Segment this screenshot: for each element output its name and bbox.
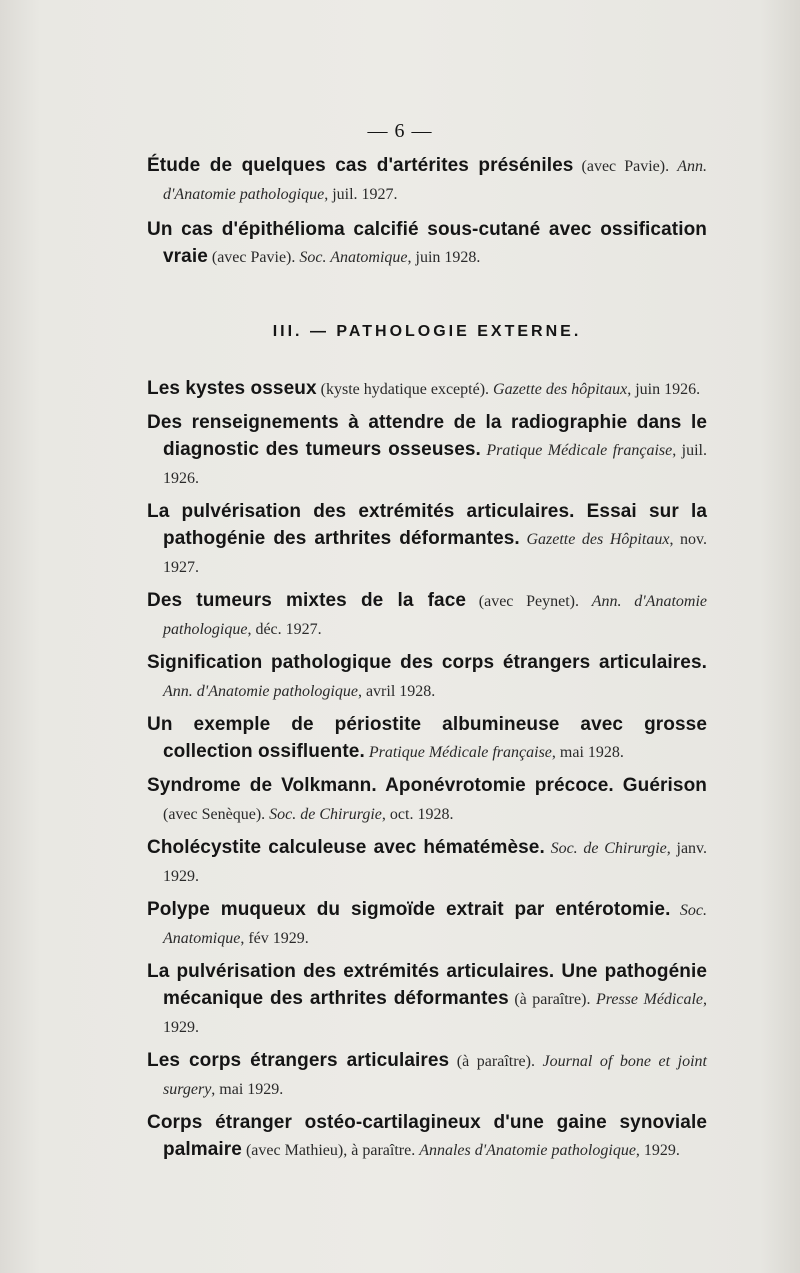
entry-date: , 1929. bbox=[163, 991, 708, 1036]
entry-note: (avec Peynet). bbox=[466, 593, 592, 610]
entry-date: , juil. 1926. bbox=[163, 442, 707, 487]
bibliography-entry bbox=[147, 711, 707, 766]
bibliography-entry bbox=[147, 498, 707, 581]
entry-date: , juil. 1927. bbox=[324, 186, 398, 203]
entry-date: , oct. 1928. bbox=[381, 806, 454, 823]
bibliography-content bbox=[147, 152, 707, 1164]
entry-date: , juin 1928. bbox=[407, 249, 481, 266]
entry-journal: Ann. d'Anatomie pathologique bbox=[163, 593, 707, 638]
entry-journal: Soc. Anatomique bbox=[163, 902, 708, 947]
bibliography-entry bbox=[147, 216, 707, 271]
entry-title: Cholécystite calculeuse avec hématémèse. bbox=[147, 837, 545, 858]
page-number: — 6 — bbox=[367, 120, 433, 142]
entry-note: (kyste hydatique excepté). bbox=[316, 381, 494, 398]
entry-date: , janv. 1929. bbox=[163, 840, 708, 885]
entry-title: La pulvérisation des extrémités articulaires. Essai sur la pathogénie des arthrites déformantes. bbox=[147, 501, 707, 549]
entry-date: , avril 1928. bbox=[357, 683, 436, 700]
entry-title: Les kystes osseux bbox=[147, 378, 317, 399]
entry-note: (avec Mathieu), à paraître. bbox=[241, 1142, 420, 1159]
entry-date: , fév 1929. bbox=[240, 930, 309, 947]
entry-journal: Soc. de Chirurgie bbox=[269, 806, 382, 823]
entry-date: , mai 1928. bbox=[551, 744, 624, 761]
bibliography-entry bbox=[147, 152, 707, 208]
entry-date: , juin 1926. bbox=[627, 381, 701, 398]
entry-date: , nov. 1927. bbox=[163, 531, 708, 576]
entry-date: , déc. 1927. bbox=[247, 621, 322, 638]
bibliography-entry bbox=[147, 958, 707, 1041]
entry-title: Signification pathologique des corps étrangers articulaires. bbox=[147, 652, 707, 673]
bibliography-entry bbox=[147, 375, 707, 403]
entry-journal: Gazette des Hôpitaux bbox=[526, 531, 670, 548]
entry-journal: Ann. d'Anatomie pathologique bbox=[163, 683, 358, 700]
bibliography-entry bbox=[147, 587, 707, 643]
entry-date: , 1929. bbox=[635, 1142, 680, 1159]
entry-date: , mai 1929. bbox=[211, 1081, 284, 1098]
entry-title: Corps étranger ostéo-cartilagineux d'une gaine synoviale palmaire bbox=[147, 1112, 707, 1160]
entry-note: (avec Pavie). bbox=[207, 249, 300, 266]
entry-title: Syndrome de Volkmann. Aponévrotomie précoce. Guérison bbox=[147, 775, 707, 796]
entry-title: Étude de quelques cas d'artérites préséniles bbox=[147, 155, 574, 176]
section-heading: III. — PATHOLOGIE EXTERNE. bbox=[272, 323, 582, 340]
entry-journal: Soc. Anatomique bbox=[299, 249, 408, 266]
bibliography-entry bbox=[147, 896, 707, 952]
entry-title: Des renseignements à attendre de la radiographie dans le diagnostic des tumeurs osseuses. bbox=[147, 412, 707, 460]
entry-note: (avec Pavie). bbox=[573, 158, 678, 175]
entry-title: Un cas d'épithélioma calcifié sous-cutané avec ossification vraie bbox=[147, 219, 707, 267]
entry-journal: Presse Médicale bbox=[595, 991, 704, 1008]
entry-journal: Pratique Médicale française bbox=[486, 442, 673, 459]
entry-journal: Gazette des hôpitaux bbox=[493, 381, 628, 398]
entry-note: (à paraître). bbox=[449, 1053, 543, 1070]
entry-note: (avec Senèque). bbox=[163, 806, 270, 823]
bibliography-entry bbox=[147, 834, 707, 890]
bibliography-entry bbox=[147, 409, 707, 492]
entry-journal: Annales d'Anatomie pathologique bbox=[419, 1142, 636, 1159]
entry-note bbox=[670, 902, 679, 919]
bibliography-entry bbox=[147, 772, 707, 828]
entry-title: Un exemple de périostite albumineuse avec grosse collection ossifluente. bbox=[147, 714, 707, 762]
bibliography-entry bbox=[147, 649, 707, 705]
entry-journal: Ann. d'Anatomie pathologique bbox=[163, 158, 707, 203]
entry-title: Des tumeurs mixtes de la face bbox=[147, 590, 467, 611]
entry-title: Les corps étrangers articulaires bbox=[147, 1050, 450, 1071]
entry-journal: Pratique Médicale française bbox=[368, 744, 552, 761]
entry-note: (à paraître). bbox=[508, 991, 596, 1008]
entry-journal: Journal of bone et joint surgery bbox=[163, 1053, 708, 1098]
bibliography-entry bbox=[147, 1047, 707, 1103]
bibliography-entry bbox=[147, 1109, 707, 1164]
entry-title: La pulvérisation des extrémités articulaires. Une pathogénie mécanique des arthrites déformantes bbox=[147, 961, 707, 1009]
entry-title: Polype muqueux du sigmoïde extrait par entérotomie. bbox=[147, 899, 671, 920]
entry-journal: Soc. de Chirurgie bbox=[550, 840, 667, 857]
